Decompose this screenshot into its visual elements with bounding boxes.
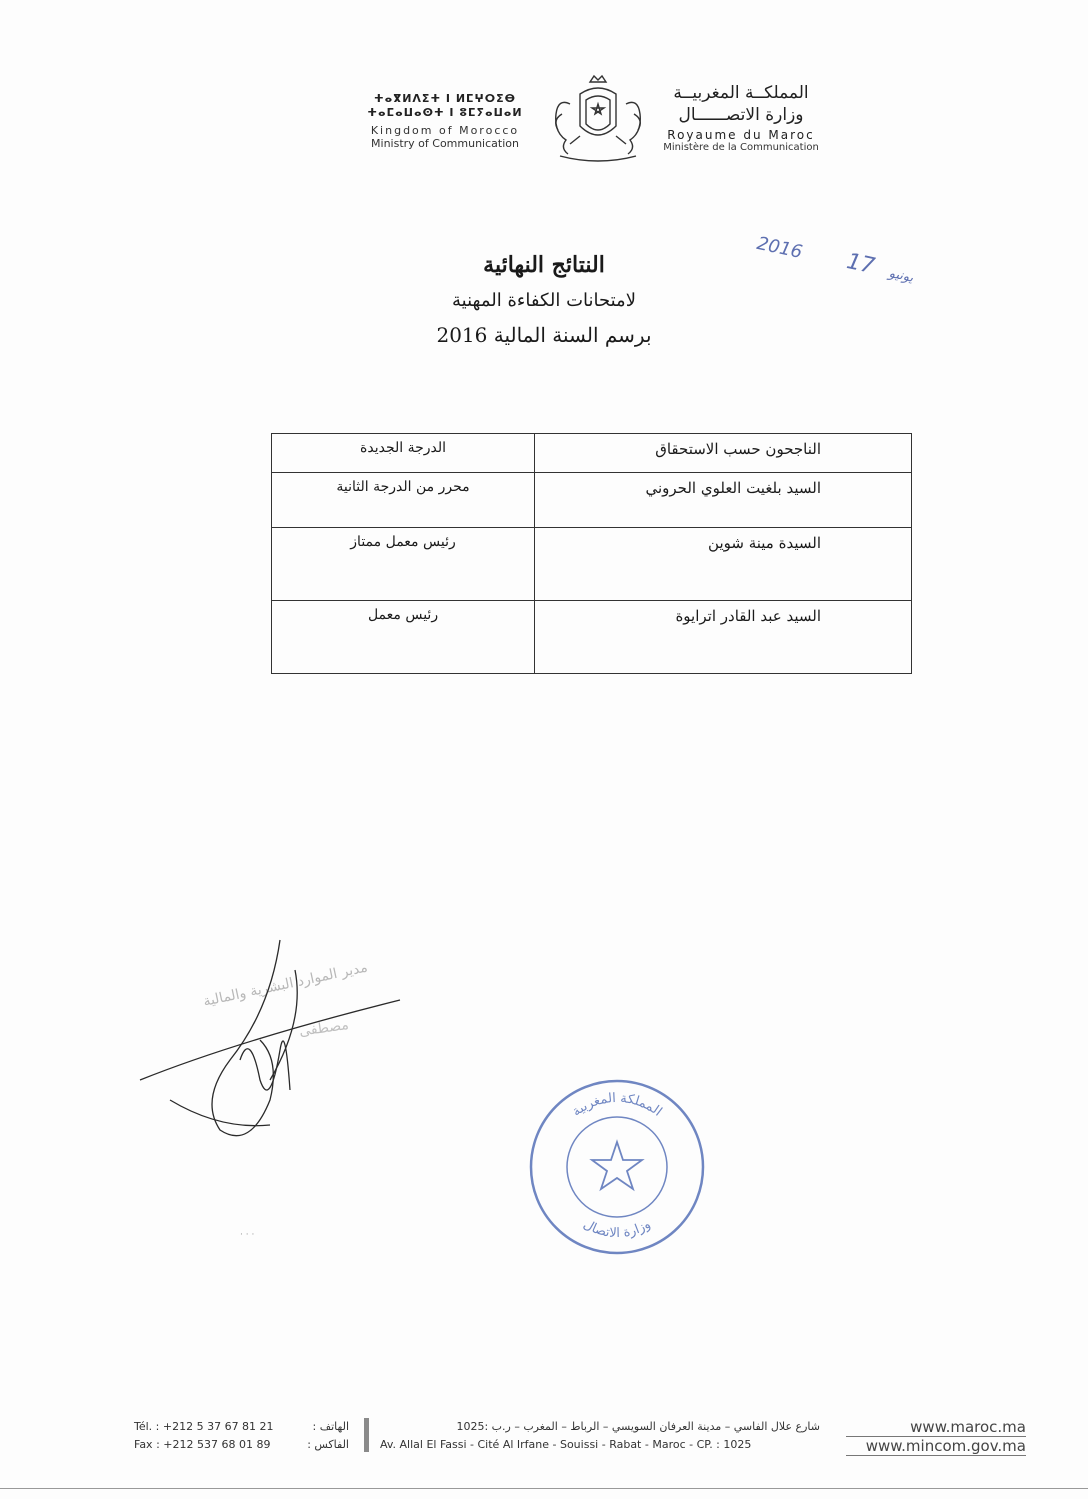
website-maroc[interactable]: www.maroc.ma [846,1418,1026,1437]
header-successful-candidates: الناجحون حسب الاستحقاق [535,434,912,473]
tifinagh-line-2: ⵜⴰⵎⴰⵡⴰⵙⵜ ⵏ ⵓⵎⵢⴰⵡⴰⵍ [367,106,523,119]
footer-address [380,1418,820,1454]
table-row [272,528,912,601]
date-year: 2016 [755,232,805,264]
results-table [271,433,912,674]
date-stamp [755,230,917,288]
title-line-3: برسم السنة المالية 2016 [436,323,652,347]
english-kingdom: Kingdom of Morocco [370,124,520,137]
stamp-bottom-text: وزارة الاتصال [580,1216,654,1242]
english-ministry: Ministry of Communication [371,137,519,150]
signature-faded-text-2: مصطفى [298,1016,350,1040]
date-month: يونيو [887,265,915,286]
title-block [344,250,744,347]
footer [0,1412,1088,1462]
footer-contact [134,1418,349,1454]
morocco-coat-of-arms-icon [540,74,656,166]
title-line-1: النتائج النهائية [483,252,605,278]
signature-faded-text-1: مدير الموارد البشرية والمالية [201,959,370,1010]
french-kingdom: Royaume du Maroc [667,128,815,142]
footer-address-fr: Av. Allal El Fassi - Cité Al Irfane - Souissi - Rabat - Maroc - CP. : 1025 [380,1438,752,1451]
header-left-block [352,92,538,150]
french-ministry: Ministère de la Communication [663,142,819,153]
title-line-2: لامتحانات الكفاءة المهنية [452,290,636,311]
header-right-block [655,82,827,153]
footer-tel: Tél. : +212 5 37 67 81 21 [134,1420,274,1433]
signature [120,930,420,1160]
official-stamp [522,1072,712,1262]
stamp-top-text: المملكة المغربية [569,1090,665,1120]
website-mincom[interactable]: www.mincom.gov.ma [846,1437,1026,1456]
tifinagh-line-1: ⵜⴰⴳⵍⴷⵉⵜ ⵏ ⵍⵎⵖⵔⵉⴱ [373,92,516,105]
footer-tel-ar: الهاتف : [312,1420,349,1433]
arabic-ministry: وزارة الاتصــــــال [678,105,804,125]
table-row [272,473,912,528]
candidate-grade: محرر من الدرجة الثانية [272,473,535,528]
candidate-name: السيدة مينة شوين [535,528,912,601]
footer-fax-ar: الفاكس : [307,1438,349,1451]
date-day: 17 [844,249,877,280]
table-header-row [272,434,912,473]
candidate-grade: رئيس معمل ممتاز [272,528,535,601]
table-row [272,601,912,674]
footer-separator [364,1418,369,1452]
arabic-kingdom: المملكــة المغربيــة [673,83,809,103]
bottom-rule [0,1488,1088,1489]
candidate-name: السيد بلغيت العلوي الحروني [535,473,912,528]
footer-fax: Fax : +212 537 68 01 89 [134,1438,271,1451]
footer-websites [846,1418,1026,1456]
candidate-grade: رئيس معمل [272,601,535,674]
faint-mark: · · · [240,1230,255,1240]
header-new-grade: الدرجة الجديدة [272,434,535,473]
footer-address-ar: شارع علال الفاسي – مدينة العرفان السويسي – الرباط – المغرب – ر.ب :1025 [456,1420,820,1433]
star-icon [592,1142,642,1189]
candidate-name: السيد عبد القادر اترايوة [535,601,912,674]
